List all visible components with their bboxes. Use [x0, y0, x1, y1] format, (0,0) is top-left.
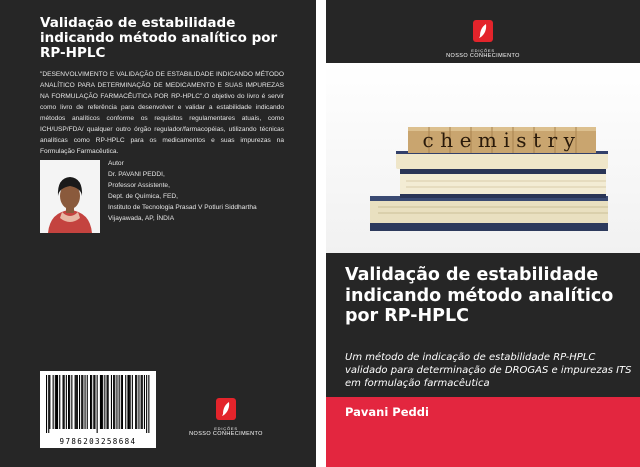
back-cover-blurb: "DESENVOLVIMENTO E VALIDAÇÃO DE ESTABILIDADE INDICANDO MÉTODO ANALÍTICO PARA DETERMINAÇÃO DE MEDICAMENTO E SUAS IMPUREZAS NA FORMULAÇÃO FARMACÊUTICA POR RP-HPLC".O objetivo do livro é servir como livro de referência para desenvolver e validar a estabilidade indicando métodos analíticos conforme os requisitos regulamentares atuais, como ICH/USP/FDA/ qualquer outro órgão regulador/farmacopéias, utilizando técnicas analíticas como RP-HPLC para os medicamentos e suas impurezas na Formulação Farmacêutica.: [40, 71, 284, 155]
front-cover: [326, 0, 640, 467]
front-cover-author: Pavani Peddi: [345, 405, 429, 419]
front-cover-subtitle: Um método de indicação de estabilidade RP-HPLC validado para determinação de DROGAS e impurezas ITS em formulação farmacêutica: [345, 352, 632, 389]
author-info: [108, 158, 308, 224]
publisher-line2: NOSSO CONHECIMENTO: [189, 431, 263, 437]
author-label: Autor: [108, 160, 124, 167]
publisher-line1: EDIÇÕES: [214, 426, 238, 431]
letter-blocks: [408, 127, 596, 153]
publisher-feather-icon: [473, 20, 493, 42]
author-band: [326, 397, 640, 467]
publisher-line2: NOSSO CONHECIMENTO: [446, 53, 520, 59]
author-location: Vijayawada, AP, ÍNDIA: [108, 215, 175, 222]
barcode-bars: [40, 371, 156, 433]
spine: [316, 0, 326, 467]
author-dept: Dept. de Química, FED,: [108, 193, 178, 200]
front-header: [326, 0, 640, 63]
author-institute: Instituto de Tecnologia Prasad V Potluri Siddhartha: [108, 204, 257, 211]
front-cover-title: Validação de estabilidade indicando método analítico por RP-HPLC: [345, 265, 614, 326]
author-role: Professor Assistente,: [108, 182, 170, 189]
publisher-feather-icon: [216, 398, 236, 420]
back-cover: [0, 0, 316, 467]
book-stack-icon: [370, 151, 608, 231]
publisher-logo-back: [186, 398, 266, 437]
isbn-barcode: [40, 371, 156, 448]
barcode-digits: 9786203258684: [40, 437, 156, 446]
author-photo: [40, 160, 100, 233]
hero-word: chemistry: [422, 128, 582, 152]
cover-image-books: [326, 63, 640, 253]
publisher-logo-front: [443, 20, 523, 59]
back-cover-title: Validação de estabilidade indicando método analítico por RP-HPLC: [40, 15, 278, 61]
front-title-panel: [326, 253, 640, 397]
publisher-line1: EDIÇÕES: [471, 48, 495, 53]
author-name: Dr. PAVANI PEDDI,: [108, 171, 165, 178]
